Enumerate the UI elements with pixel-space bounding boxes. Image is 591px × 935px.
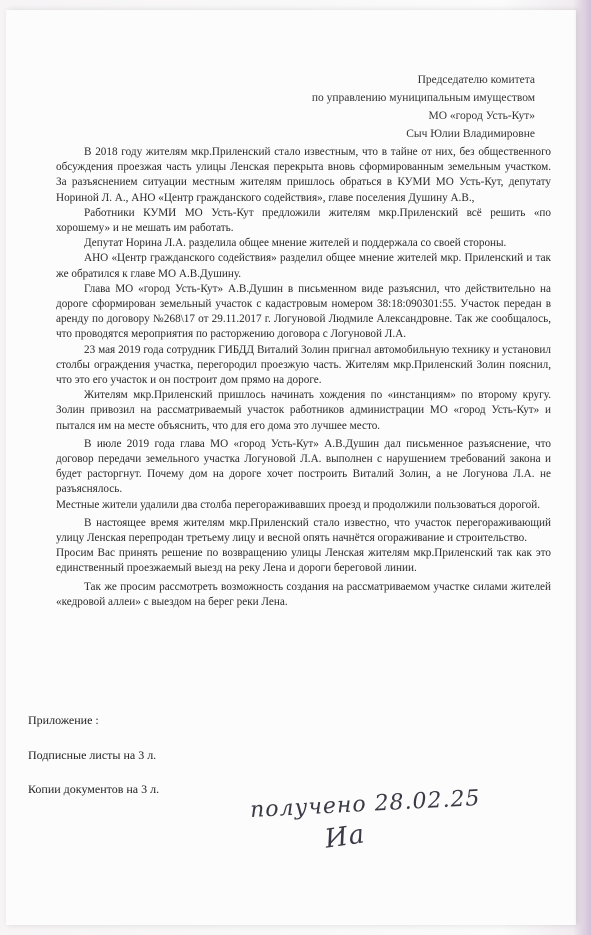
letter-body (56, 145, 551, 610)
paragraph: Местные жители удалили два столба перегораживавших проезд и продолжили пользоваться дорогой. (56, 498, 541, 511)
paragraph: АНО «Центр гражданского содействия» разделил общее мнение жителей мкр. Приленский и так же обратился к главе МО А.В.Душину. (56, 252, 551, 280)
paragraph: 23 мая 2019 года сотрудник ГИБДД Виталий Золин пригнал автомобильную технику и установил столбы ограждения участка, перегородил проезжую часть. Жителям мкр.Приленский Золин пояснил, что это его участок и он построит дом прямо на дороге. (56, 343, 551, 387)
paragraph: Депутат Норина Л.А. разделила общее мнение жителей и поддержала со своей стороны. (84, 237, 507, 250)
paragraph: Глава МО «город Усть-Кут» А.В.Душин в письменном виде разъяснил, что действительно на дороге сформирован земельный участок с кадастровым номером 38:18:090301:55. Участок передан в аренду по договору №268\17 от 29.11.2017 г. Логуновой Людмиле Александровне. Так же сообщалось, что проводятся мероприятия по расторжению договора с Логуновой Л.А. (56, 282, 551, 341)
attachments-title: Приложение : (28, 713, 99, 727)
attachment-item: Подписные листы на 3 л. (28, 748, 157, 762)
paragraph: Так же просим рассмотреть возможность создания на рассматриваемом участке силами жителей «кедровой аллеи» с выездом на берег реки Лена. (56, 580, 551, 608)
paragraph: В 2018 году жителям мкр.Приленский стало известным, что в тайне от них, без общественного обсуждения проезжая часть улицы Ленская перекрыта вновь сформированным земельным участком. За разъяснением ситуации местным жителям пришлось обратьcя в КУМИ МО Усть-Кут, депутату Нориной Л. А., АНО «Центр гражданского содействия», главе поселения Душину А.В., (56, 146, 551, 204)
handwritten-initials: Иа (323, 819, 368, 855)
paragraph: В июле 2019 года глава МО «город Усть-Кут» А.В.Душин дал письменное разъяснение, что договор передачи земельного участка Логуновой Л.А. выполнен с нарушением требований закона и будет расторгнут. Почему дом на дороге хочет построить Виталий Золин, а не Логунова Л.А. не разъяснялось. (56, 437, 551, 496)
handwritten-received-note: получено 28.02.25 (249, 785, 482, 824)
photo-edge-shadow (573, 0, 591, 935)
paragraph: В настоящее время жителям мкр.Приленский стало известно, что участок перегораживающий улицу Ленская перепродан третьему лицу и весной опять начнётся огораживание и строительство. (56, 516, 551, 545)
paragraph: Работники КУМИ МО Усть-Кут предложили жителям мкр.Приленский всё решить «по хорошему» и не мешать им работать. (56, 206, 551, 235)
addressee-line-1: Председателю комитета (417, 74, 535, 86)
attachment-item: Копии документов на 3 л. (28, 782, 160, 796)
addressee-line-4: Сыч Юлии Владимировне (406, 128, 535, 140)
paragraph: Жителям мкр.Приленский пришлось начинать хождения по «инстанциям» по второму кругу. Золин привозил на рассматриваемый участок работников администрации МО «город Усть-Кут» и пытался им на месте объяснить, что для его дома это лучшее место. (56, 389, 551, 432)
addressee-line-3: МО «город Усть-Кут» (428, 110, 535, 122)
paragraph: Просим Вас принять решение по возвращению улицы Ленская жителям мкр.Приленский так как это единственный проезжаемый выезд на реку Лена и дороги береговой линии. (56, 547, 551, 575)
addressee-line-2: по управлению муниципальным имуществом (311, 92, 535, 104)
